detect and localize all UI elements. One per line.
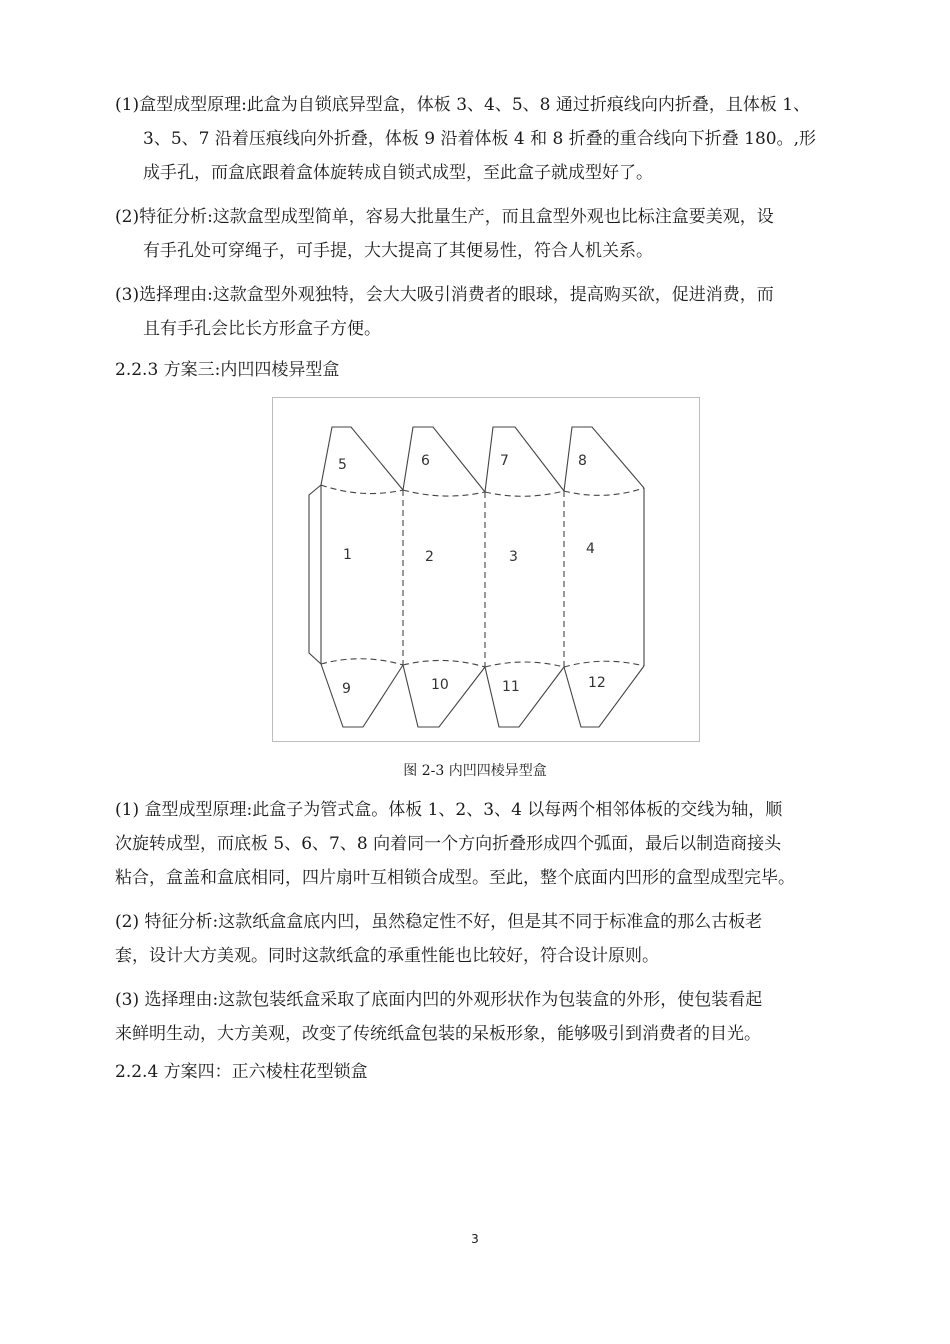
top-flap-5 [321, 427, 403, 490]
text-line: (3) 选择理由:这款包装纸盒采取了底面内凹的外观形状作为包装盒的外形，使包装看起 [115, 990, 763, 1010]
paragraph-2-2 [115, 905, 860, 973]
label-1: 1 [343, 547, 352, 563]
label-8: 8 [578, 453, 587, 469]
top-flap-8 [564, 427, 644, 491]
label-2: 2 [425, 549, 434, 565]
bottom-flap-10 [403, 665, 485, 727]
paragraph-1-2 [115, 200, 860, 268]
label-10: 10 [431, 677, 449, 693]
text-line: 来鲜明生动，大方美观，改变了传统纸盒包装的呆板形象，能够吸引到消费者的目光。 [115, 1024, 761, 1044]
text-line: (3)选择理由:这款盒型外观独特，会大大吸引消费者的眼球，提高购买欲，促进消费，而 [115, 285, 774, 305]
text-line: 套，设计大方美观。同时这款纸盒的承重性能也比较好，符合设计原则。 [115, 946, 659, 966]
bottom-flap-11 [485, 667, 564, 727]
label-3: 3 [509, 549, 518, 565]
section-heading-2-2-4: 2.2.4 方案四：正六棱柱花型锁盒 [115, 1062, 368, 1082]
top-flap-6 [403, 427, 485, 492]
label-6: 6 [421, 453, 430, 469]
text-line: 且有手孔会比长方形盒子方便。 [143, 319, 381, 339]
bottom-flap-9 [321, 664, 403, 727]
figure-caption: 图 2-3 内凹四棱异型盒 [403, 763, 547, 779]
label-5: 5 [338, 457, 347, 473]
text-line: (2)特征分析:这款盒型成型简单，容易大批量生产，而且盒型外观也比标注盒要美观，设 [115, 207, 774, 227]
dieline-diagram [273, 398, 699, 741]
label-4: 4 [586, 541, 595, 557]
text-line: (1) 盒型成型原理:此盒子为管式盒。体板 1、2、3、4 以每两个相邻体板的交线为轴，顺 [115, 800, 783, 820]
text-line: 有手孔处可穿绳子，可手提，大大提高了其便易性，符合人机关系。 [143, 241, 653, 261]
text-line: 成手孔，而盒底跟着盒体旋转成自锁式成型，至此盒子就成型好了。 [143, 163, 653, 183]
paragraph-1-3 [115, 278, 860, 346]
paragraph-2-1 [115, 793, 860, 895]
text-line: (1)盒型成型原理:此盒为自锁底异型盒，体板 3、4、5、8 通过折痕线向内折叠，且体板 1、 [115, 95, 811, 115]
label-11: 11 [502, 679, 520, 695]
glue-flap [309, 485, 321, 664]
paragraph-1-1 [115, 88, 860, 190]
text-line: 次旋转成型，而底板 5、6、7、8 向着同一个方向折叠形成四个弧面，最后以制造商接头 [115, 834, 782, 854]
box-dieline-figure [272, 397, 700, 742]
text-line: 3、5、7 沿着压痕线向外折叠，体板 9 沿着体板 4 和 8 折叠的重合线向下折叠 180。,形 [143, 129, 816, 149]
label-12: 12 [588, 675, 606, 691]
text-line: 粘合，盒盖和盒底相同，四片扇叶互相锁合成型。至此，整个底面内凹形的盒型成型完毕。 [115, 868, 795, 888]
top-flap-7 [485, 427, 564, 492]
paragraph-2-3 [115, 983, 860, 1051]
page-number: 3 [471, 1232, 479, 1246]
section-heading-2-2-3: 2.2.3 方案三:内凹四棱异型盒 [115, 360, 340, 380]
label-7: 7 [500, 453, 509, 469]
label-9: 9 [342, 681, 351, 697]
text-line: (2) 特征分析:这款纸盒盒底内凹，虽然稳定性不好，但是其不同于标准盒的那么古板老 [115, 912, 763, 932]
